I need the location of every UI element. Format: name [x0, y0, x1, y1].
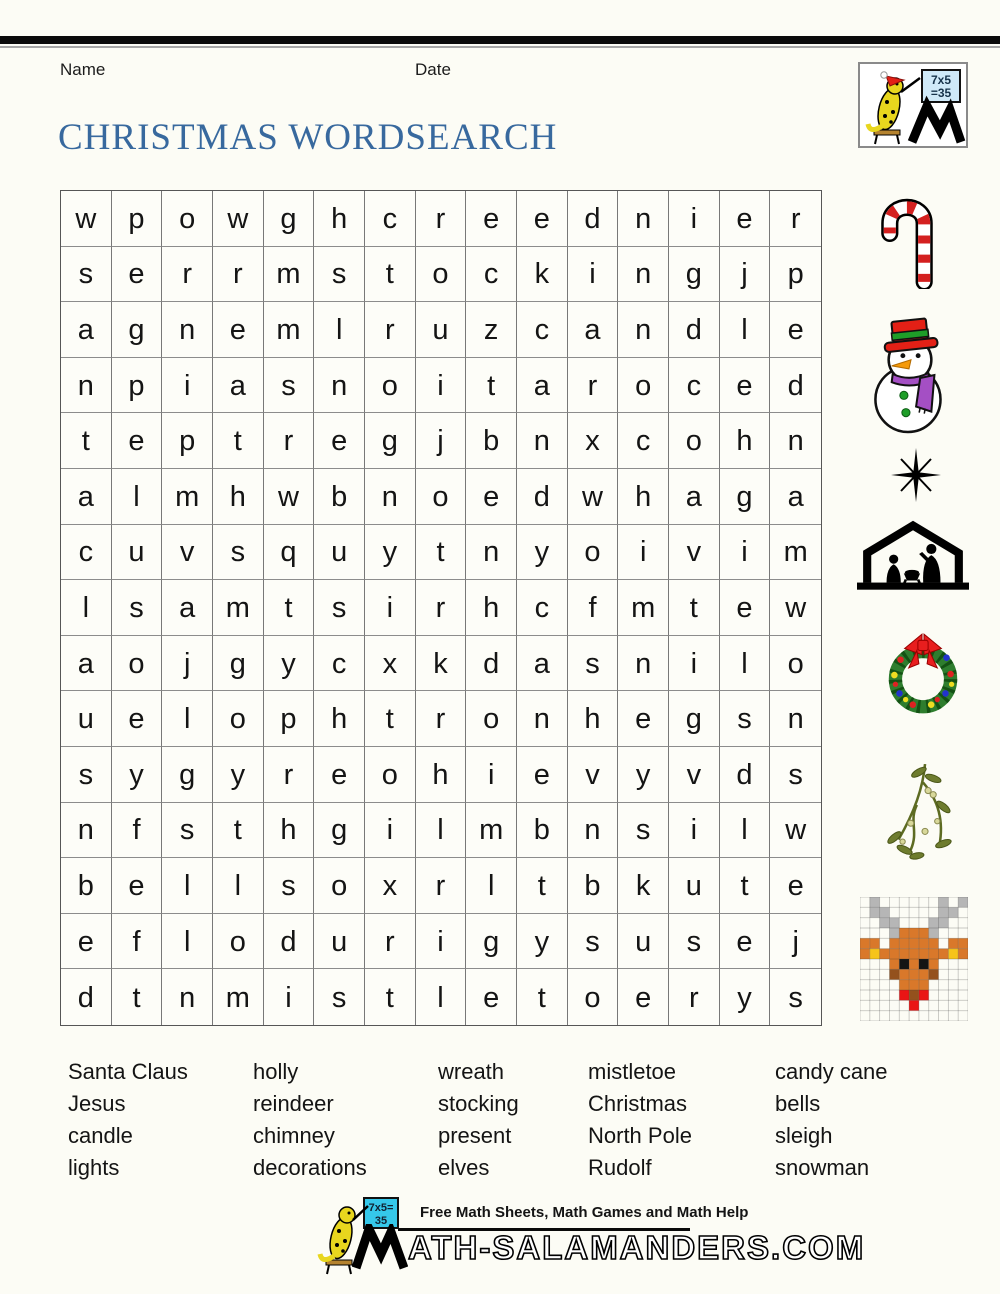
word-list-column	[775, 1056, 888, 1184]
grid-cell: a	[61, 636, 112, 692]
grid-cell: e	[770, 302, 821, 358]
grid-cell: e	[466, 191, 517, 247]
grid-cell: n	[314, 358, 365, 414]
grid-cell: t	[213, 803, 264, 859]
grid-cell: m	[618, 580, 669, 636]
word-item: Christmas	[588, 1091, 688, 1116]
word-item: chimney	[253, 1123, 335, 1148]
grid-cell: e	[112, 858, 163, 914]
grid-cell: y	[365, 525, 416, 581]
grid-cell: n	[517, 691, 568, 747]
grid-cell: f	[568, 580, 619, 636]
grid-cell: s	[770, 747, 821, 803]
word-item: candy cane	[775, 1059, 888, 1084]
grid-cell: i	[720, 525, 771, 581]
grid-cell: m	[264, 302, 315, 358]
grid-cell: o	[568, 525, 619, 581]
grid-cell: p	[112, 191, 163, 247]
grid-cell: n	[517, 413, 568, 469]
grid-cell: e	[466, 969, 517, 1025]
grid-cell: p	[112, 358, 163, 414]
grid-cell: e	[112, 247, 163, 303]
grid-cell: i	[669, 803, 720, 859]
word-item: sleigh	[775, 1123, 833, 1148]
grid-cell: w	[213, 191, 264, 247]
grid-cell: r	[365, 914, 416, 970]
grid-cell: j	[720, 247, 771, 303]
grid-cell: t	[213, 413, 264, 469]
grid-cell: s	[264, 358, 315, 414]
grid-cell: s	[669, 914, 720, 970]
grid-cell: x	[568, 413, 619, 469]
grid-cell: i	[669, 636, 720, 692]
grid-cell: a	[517, 636, 568, 692]
grid-cell: l	[112, 469, 163, 525]
word-item: reindeer	[253, 1091, 334, 1116]
logo-board-line2: =35	[930, 86, 952, 100]
grid-cell: n	[61, 358, 112, 414]
grid-cell: o	[112, 636, 163, 692]
grid-cell: a	[669, 469, 720, 525]
grid-cell: i	[416, 914, 467, 970]
snowman-icon	[864, 314, 956, 439]
grid-cell: s	[314, 969, 365, 1025]
grid-cell: y	[264, 636, 315, 692]
candy-cane-icon	[876, 193, 940, 294]
grid-cell: y	[213, 747, 264, 803]
grid-cell: d	[466, 636, 517, 692]
grid-cell: i	[618, 525, 669, 581]
grid-cell: m	[213, 580, 264, 636]
grid-cell: y	[112, 747, 163, 803]
grid-cell: l	[162, 858, 213, 914]
grid-cell: b	[314, 469, 365, 525]
grid-cell: r	[770, 191, 821, 247]
word-list-column	[253, 1056, 438, 1184]
grid-cell: h	[213, 469, 264, 525]
grid-cell: o	[213, 691, 264, 747]
grid-cell: t	[365, 247, 416, 303]
page-title: CHRISTMAS WORDSEARCH	[58, 117, 558, 158]
word-item: wreath	[438, 1059, 505, 1084]
grid-cell: n	[618, 636, 669, 692]
grid-cell: o	[416, 469, 467, 525]
grid-cell: s	[618, 803, 669, 859]
grid-cell: u	[314, 914, 365, 970]
grid-cell: r	[416, 580, 467, 636]
word-list-column	[588, 1056, 775, 1184]
grid-cell: o	[618, 358, 669, 414]
grid-cell: n	[162, 969, 213, 1025]
grid-cell: d	[61, 969, 112, 1025]
word-item: present	[438, 1123, 512, 1148]
grid-cell: g	[669, 247, 720, 303]
grid-cell: t	[720, 858, 771, 914]
grid-cell: u	[314, 525, 365, 581]
grid-cell: d	[669, 302, 720, 358]
grid-cell: o	[213, 914, 264, 970]
grid-cell: n	[61, 803, 112, 859]
grid-cell: c	[517, 302, 568, 358]
grid-cell: n	[618, 302, 669, 358]
grid-cell: o	[314, 858, 365, 914]
grid-cell: e	[112, 413, 163, 469]
grid-cell: l	[162, 914, 213, 970]
grid-cell: c	[314, 636, 365, 692]
grid-cell: g	[466, 914, 517, 970]
logo-board-line1: 7x5	[930, 73, 952, 87]
grid-cell: t	[112, 969, 163, 1025]
footer-brand	[352, 1224, 865, 1270]
grid-cell: s	[568, 636, 619, 692]
grid-cell: s	[213, 525, 264, 581]
grid-cell: c	[669, 358, 720, 414]
grid-cell: t	[264, 580, 315, 636]
grid-cell: h	[314, 191, 365, 247]
grid-cell: m	[264, 247, 315, 303]
word-item: elves	[438, 1155, 490, 1180]
word-item: North Pole	[588, 1123, 692, 1148]
grid-cell: o	[669, 413, 720, 469]
grid-cell: p	[264, 691, 315, 747]
grid-cell: w	[568, 469, 619, 525]
grid-cell: e	[213, 302, 264, 358]
grid-cell: e	[618, 691, 669, 747]
word-item: Santa Claus	[68, 1059, 188, 1084]
word-item: Rudolf	[588, 1155, 652, 1180]
grid-cell: n	[770, 691, 821, 747]
pixel-reindeer-icon	[860, 897, 968, 1026]
grid-cell: y	[720, 969, 771, 1025]
grid-cell: h	[416, 747, 467, 803]
grid-cell: t	[416, 525, 467, 581]
grid-cell: m	[162, 469, 213, 525]
word-item: holly	[253, 1059, 299, 1084]
grid-cell: y	[618, 747, 669, 803]
grid-cell: a	[61, 469, 112, 525]
grid-cell: v	[669, 747, 720, 803]
word-item: Jesus	[68, 1091, 126, 1116]
footer-board-line1: 7x5=	[368, 1202, 394, 1214]
grid-cell: i	[365, 580, 416, 636]
footer-tagline: Free Math Sheets, Math Games and Math Help	[420, 1204, 749, 1221]
grid-cell: e	[517, 747, 568, 803]
grid-cell: a	[517, 358, 568, 414]
grid-cell: h	[264, 803, 315, 859]
grid-cell: e	[720, 191, 771, 247]
grid-cell: s	[61, 247, 112, 303]
math-salamanders-logo	[858, 62, 968, 148]
grid-cell: n	[365, 469, 416, 525]
grid-cell: n	[162, 302, 213, 358]
grid-cell: n	[568, 803, 619, 859]
grid-cell: w	[770, 580, 821, 636]
grid-cell: s	[162, 803, 213, 859]
grid-cell: h	[720, 413, 771, 469]
word-list-column	[68, 1056, 253, 1184]
grid-cell: s	[314, 580, 365, 636]
date-label: Date	[415, 60, 451, 79]
grid-cell: r	[264, 413, 315, 469]
grid-cell: f	[112, 803, 163, 859]
grid-cell: o	[568, 969, 619, 1025]
grid-cell: u	[112, 525, 163, 581]
grid-cell: g	[720, 469, 771, 525]
grid-cell: r	[416, 691, 467, 747]
grid-cell: g	[365, 413, 416, 469]
grid-cell: y	[517, 525, 568, 581]
grid-cell: c	[61, 525, 112, 581]
grid-cell: t	[365, 969, 416, 1025]
grid-cell: g	[314, 803, 365, 859]
grid-cell: r	[669, 969, 720, 1025]
grid-cell: e	[720, 914, 771, 970]
grid-cell: j	[770, 914, 821, 970]
grid-cell: l	[720, 302, 771, 358]
word-item: snowman	[775, 1155, 870, 1180]
grid-cell: r	[162, 247, 213, 303]
star-icon	[890, 448, 942, 507]
grid-cell: u	[416, 302, 467, 358]
top-rule-thin	[0, 46, 1000, 48]
grid-cell: w	[264, 469, 315, 525]
word-list	[68, 1056, 948, 1184]
grid-cell: i	[162, 358, 213, 414]
grid-cell: l	[314, 302, 365, 358]
brand-text: ATH-SALAMANDERS.COM	[408, 1229, 866, 1266]
grid-cell: b	[61, 858, 112, 914]
grid-cell: g	[213, 636, 264, 692]
grid-cell: s	[264, 858, 315, 914]
grid-cell: r	[213, 247, 264, 303]
grid-cell: t	[517, 858, 568, 914]
grid-cell: e	[720, 358, 771, 414]
grid-cell: e	[720, 580, 771, 636]
grid-cell: x	[365, 858, 416, 914]
grid-cell: h	[466, 580, 517, 636]
grid-cell: c	[466, 247, 517, 303]
brand-m-icon	[352, 1224, 408, 1270]
grid-cell: h	[568, 691, 619, 747]
grid-cell: a	[770, 469, 821, 525]
grid-cell: i	[466, 747, 517, 803]
grid-cell: j	[416, 413, 467, 469]
grid-cell: e	[314, 413, 365, 469]
grid-cell: l	[416, 969, 467, 1025]
grid-cell: v	[669, 525, 720, 581]
grid-cell: r	[416, 191, 467, 247]
mistletoe-icon	[880, 760, 967, 867]
grid-cell: o	[770, 636, 821, 692]
grid-cell: d	[264, 914, 315, 970]
grid-cell: c	[517, 580, 568, 636]
grid-cell: e	[466, 469, 517, 525]
grid-cell: u	[669, 858, 720, 914]
grid-cell: t	[365, 691, 416, 747]
grid-cell: l	[213, 858, 264, 914]
grid-cell: l	[61, 580, 112, 636]
grid-cell: c	[365, 191, 416, 247]
wreath-icon	[878, 626, 968, 725]
grid-cell: l	[720, 636, 771, 692]
grid-cell: j	[162, 636, 213, 692]
grid-cell: g	[264, 191, 315, 247]
grid-cell: q	[264, 525, 315, 581]
grid-cell: o	[416, 247, 467, 303]
grid-cell: g	[112, 302, 163, 358]
grid-cell: n	[466, 525, 517, 581]
grid-cell: c	[618, 413, 669, 469]
grid-cell: d	[720, 747, 771, 803]
grid-cell: h	[314, 691, 365, 747]
grid-cell: f	[112, 914, 163, 970]
grid-cell: s	[314, 247, 365, 303]
word-item: mistletoe	[588, 1059, 677, 1084]
grid-cell: r	[365, 302, 416, 358]
grid-cell: k	[517, 247, 568, 303]
grid-cell: r	[568, 358, 619, 414]
nativity-icon	[857, 512, 969, 595]
grid-cell: e	[112, 691, 163, 747]
grid-cell: s	[112, 580, 163, 636]
grid-cell: x	[365, 636, 416, 692]
grid-cell: z	[466, 302, 517, 358]
grid-cell: e	[770, 858, 821, 914]
word-item: candle	[68, 1123, 133, 1148]
grid-cell: v	[162, 525, 213, 581]
grid-cell: u	[61, 691, 112, 747]
grid-cell: s	[788, 981, 803, 1014]
grid-cell: k	[618, 858, 669, 914]
top-rule	[0, 36, 1000, 44]
grid-cell: l	[162, 691, 213, 747]
grid-cell: g	[669, 691, 720, 747]
grid-cell: e	[618, 969, 669, 1025]
grid-cell: r	[416, 858, 467, 914]
word-item: decorations	[253, 1155, 367, 1180]
wordsearch-grid	[60, 190, 822, 1026]
grid-cell: g	[162, 747, 213, 803]
grid-cell: m	[770, 525, 821, 581]
grid-cell: d	[568, 191, 619, 247]
grid-cell: w	[61, 191, 112, 247]
grid-cell: l	[720, 803, 771, 859]
grid-cell: b	[568, 858, 619, 914]
word-list-column	[438, 1056, 588, 1184]
grid-cell: m	[213, 969, 264, 1025]
grid-cell: s	[720, 691, 771, 747]
grid-cell: e	[61, 914, 112, 970]
grid-cell: m	[466, 803, 517, 859]
grid-cell: t	[61, 413, 112, 469]
grid-cell: w	[770, 803, 821, 859]
grid-cell: p	[162, 413, 213, 469]
grid-cell: a	[568, 302, 619, 358]
grid-cell: n	[618, 191, 669, 247]
grid-cell: n	[618, 247, 669, 303]
grid-cell: p	[770, 247, 821, 303]
grid-cell: i	[669, 191, 720, 247]
grid-cell: a	[213, 358, 264, 414]
grid-cell: t	[669, 580, 720, 636]
grid-cell: d	[517, 469, 568, 525]
grid-cell: v	[568, 747, 619, 803]
grid-cell: o	[365, 747, 416, 803]
grid-cell: o	[365, 358, 416, 414]
grid-cell: k	[416, 636, 467, 692]
word-item: bells	[775, 1091, 821, 1116]
grid-cell: i	[416, 358, 467, 414]
grid-cell: e	[314, 747, 365, 803]
grid-cell: s	[61, 747, 112, 803]
grid-cell: b	[517, 803, 568, 859]
grid-cell: t	[466, 358, 517, 414]
name-label: Name	[60, 60, 106, 79]
grid-cell: o	[162, 191, 213, 247]
grid-cell: a	[162, 580, 213, 636]
grid-cell: d	[770, 358, 821, 414]
word-item: lights	[68, 1155, 120, 1180]
footer-board-line2: 35	[374, 1215, 388, 1227]
grid-cell: e	[517, 191, 568, 247]
grid-cell: a	[61, 302, 112, 358]
grid-cell: t	[517, 969, 568, 1025]
grid-cell: l	[416, 803, 467, 859]
grid-cell: s	[568, 914, 619, 970]
grid-cell: i	[568, 247, 619, 303]
grid-cell: i	[264, 969, 315, 1025]
grid-cell: o	[466, 691, 517, 747]
grid-cell: i	[365, 803, 416, 859]
grid-cell: y	[517, 914, 568, 970]
word-item: stocking	[438, 1091, 519, 1116]
grid-cell: n	[770, 413, 821, 469]
grid-cell: h	[618, 469, 669, 525]
grid-cell: u	[618, 914, 669, 970]
salamander-logo-icon	[860, 64, 966, 146]
grid-cell: r	[264, 747, 315, 803]
grid-cell: b	[466, 413, 517, 469]
grid-cell: l	[466, 858, 517, 914]
